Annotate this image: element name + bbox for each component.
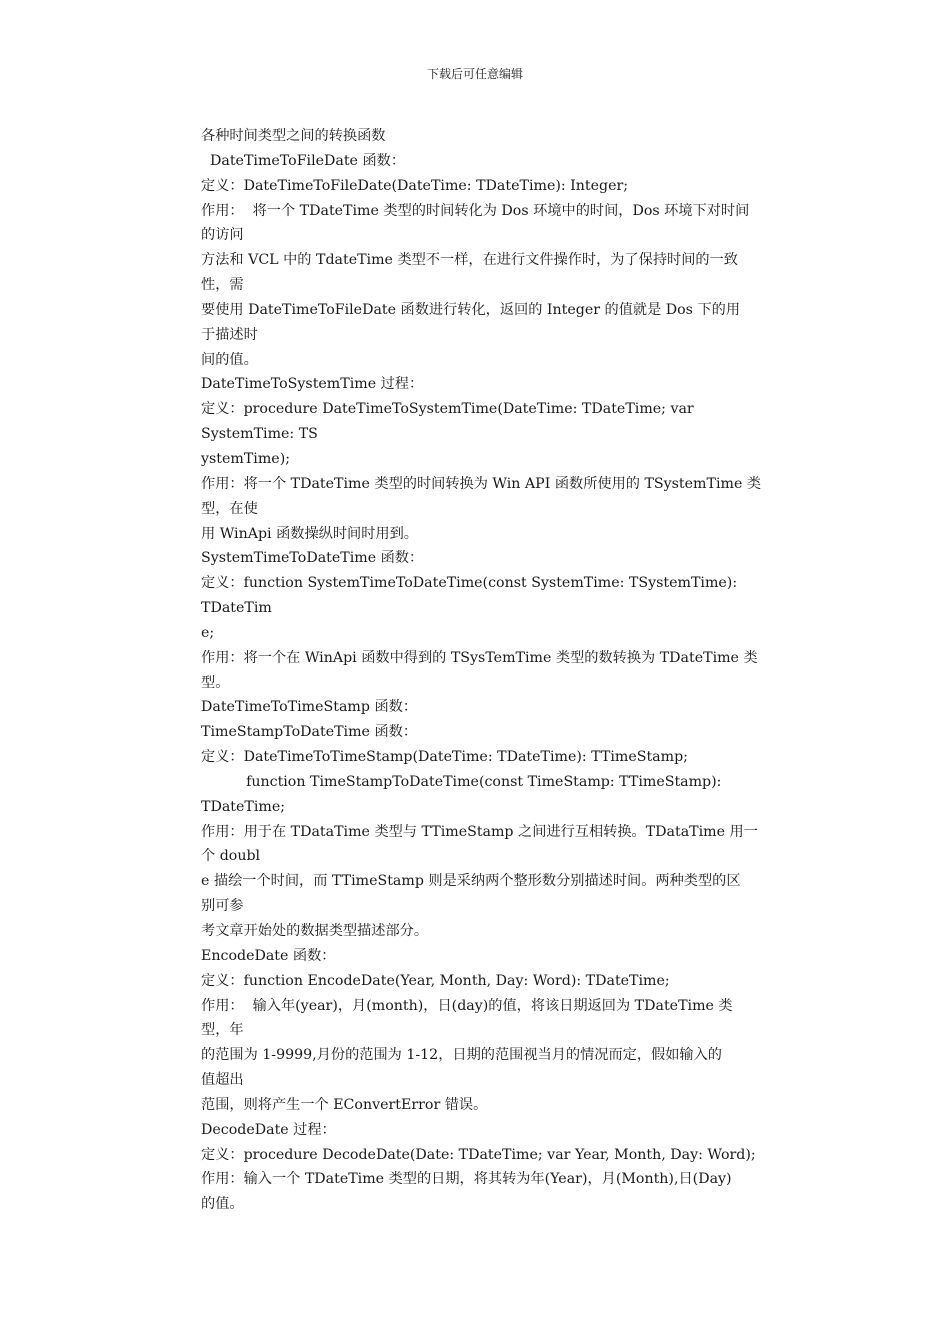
text-line: 作用：将一个在 WinApi 函数中得到的 TSysTemTime 类型的数转换为 TDateTime 类 (201, 649, 758, 666)
text-line: 范围，则将产生一个 EConvertError 错误。 (201, 1096, 488, 1113)
text-line: TDateTime; (201, 798, 286, 815)
page-header: 下载后可任意编辑 (426, 67, 523, 81)
document-body (201, 124, 811, 1217)
text-line: 的访问 (201, 227, 244, 244)
text-line: 作用： 输入年(year)，月(month)，日(day)的值，将该日期返回为 TDateTime 类 (201, 997, 733, 1014)
text-line: 定义：function SystemTimeToDateTime(const SystemTime: TSystemTime): (201, 575, 738, 592)
text-line: 作用：用于在 TDataTime 类型与 TTimeStamp 之间进行互相转换。TDataTime 用一 (201, 823, 758, 840)
text-line: DateTimeToTimeStamp 函数： (201, 699, 418, 716)
text-line: 作用：输入一个 TDateTime 类型的日期，将其转为年(Year)，月(Month),日(Day) (201, 1171, 732, 1188)
text-line: 定义：procedure DateTimeToSystemTime(DateTime: TDateTime; var (201, 401, 694, 418)
text-line: DateTimeToFileDate 函数： (201, 152, 406, 169)
text-line: 各种时间类型之间的转换函数 (201, 128, 386, 144)
text-line: 定义：DateTimeToTimeStamp(DateTime: TDateTime): TTimeStamp; (201, 749, 688, 766)
text-line: 性，需 (201, 277, 244, 294)
text-line: 型。 (201, 674, 230, 691)
text-line: e 描绘一个时间，而 TTimeStamp 则是采纳两个整形数分别描述时间。两种类型的区 (201, 873, 741, 890)
text-line: 定义：DateTimeToFileDate(DateTime: TDateTime): Integer; (201, 177, 629, 194)
text-line: 作用： 将一个 TDateTime 类型的时间转化为 Dos 环境中的时间，Dos 环境下对时间 (201, 202, 750, 219)
text-line: EncodeDate 函数： (201, 947, 336, 964)
text-line: 用 WinApi 函数操纵时间时用到。 (201, 525, 418, 542)
text-line: ystemTime); (201, 450, 291, 467)
text-line: function TimeStampToDateTime(const TimeStamp: TTimeStamp): (201, 773, 722, 790)
text-line: SystemTimeToDateTime 函数： (201, 550, 424, 567)
text-line: TimeStampToDateTime 函数： (201, 724, 418, 741)
text-line: 型，在使 (201, 500, 258, 517)
text-line: e; (201, 624, 215, 641)
text-line: 定义：function EncodeDate(Year, Month, Day: Word): TDateTime; (201, 972, 670, 989)
text-line: 作用：将一个 TDateTime 类型的时间转换为 Win API 函数所使用的 TSystemTime 类 (201, 475, 762, 492)
text-line: 于描述时 (201, 326, 258, 343)
text-line: 别可参 (201, 898, 244, 915)
text-line: DecodeDate 过程： (201, 1121, 336, 1138)
text-line: SystemTime: TS (201, 426, 318, 443)
text-line: 要使用 DateTimeToFileDate 函数进行转化，返回的 Integer 的值就是 Dos 下的用 (201, 301, 741, 318)
text-line: 值超出 (201, 1072, 244, 1089)
text-line: 个 doubl (201, 848, 261, 865)
text-line: 间的值。 (201, 351, 258, 368)
text-line: 定义：procedure DecodeDate(Date: TDateTime; var Year, Month, Day: Word); (201, 1146, 756, 1163)
text-line: 考文章开始处的数据类型描述部分。 (201, 923, 429, 939)
text-line: TDateTim (201, 600, 272, 617)
text-line: 型，年 (201, 1022, 244, 1039)
text-line: 的值。 (201, 1196, 244, 1213)
text-line: DateTimeToSystemTime 过程： (201, 376, 424, 393)
text-line: 方法和 VCL 中的 TdateTime 类型不一样，在进行文件操作时，为了保持时间的一致 (201, 252, 738, 269)
text-line: 的范围为 1-9999,月份的范围为 1-12，日期的范围视当月的情况而定，假如输入的 (201, 1047, 722, 1064)
